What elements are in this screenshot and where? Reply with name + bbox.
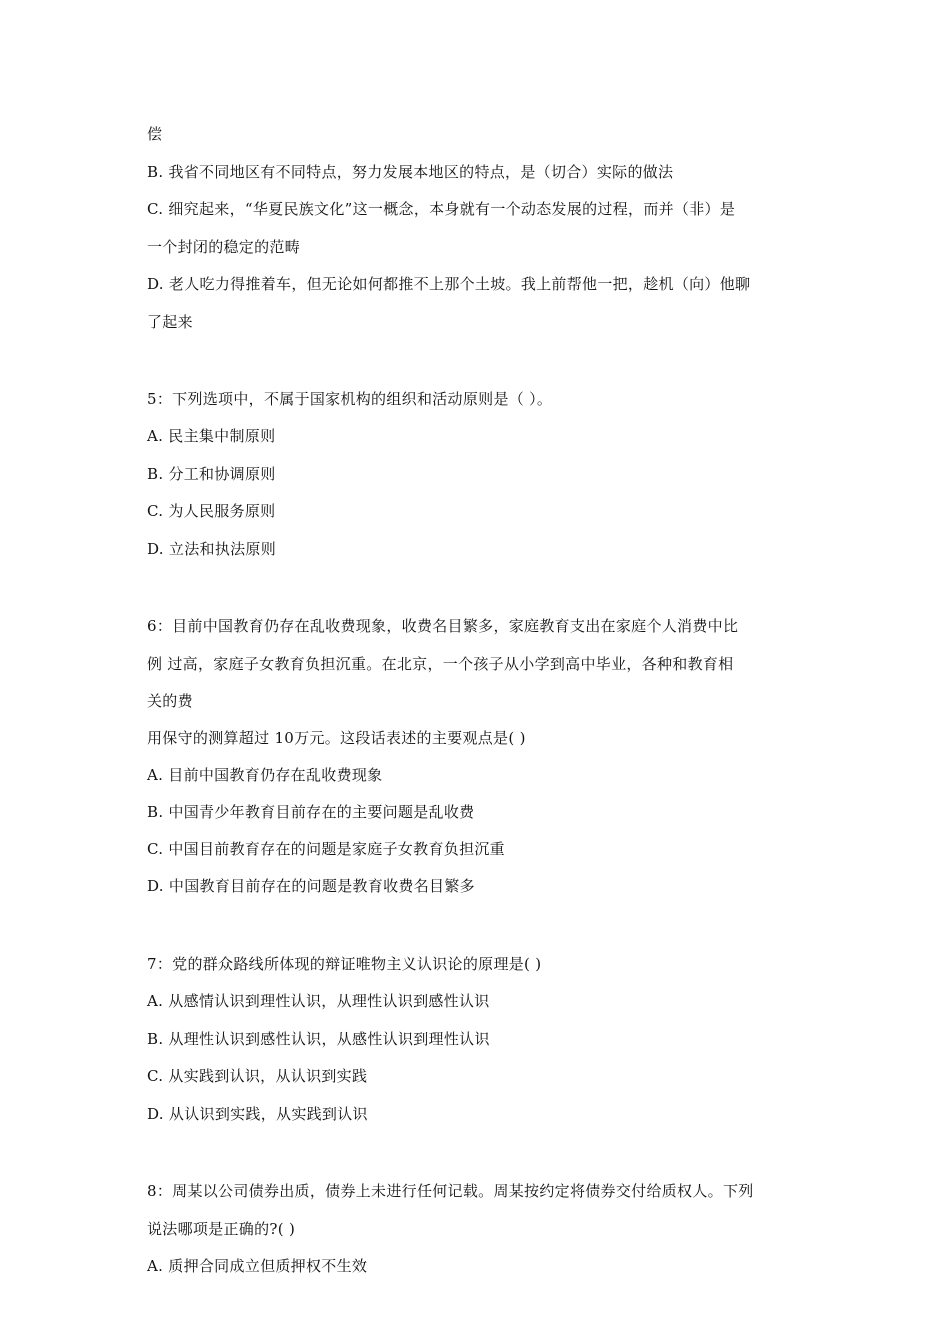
q5-option-d: D. 立法和执法原则 (147, 540, 277, 558)
q7-option-c: C. 从实践到认识，从认识到实践 (147, 1067, 368, 1085)
q5-option-b: B. 分工和协调原则 (147, 465, 276, 483)
q4-option-c-line1: C. 细究起来，“华夏民族文化”这一概念，本身就有一个动态发展的过程，而并（非）是 (147, 200, 736, 218)
q6-option-a: A. 目前中国教育仍存在乱收费现象 (147, 766, 383, 784)
q7-option-d: D. 从认识到实践，从实践到认识 (147, 1105, 368, 1123)
q4-option-b: B. 我省不同地区有不同特点，努力发展本地区的特点，是（切合）实际的做法 (147, 163, 674, 181)
q7-stem: 7：党的群众路线所体现的辩证唯物主义认识论的原理是( ) (147, 955, 542, 973)
q7-option-a: A. 从感情认识到理性认识，从理性认识到感性认识 (147, 992, 490, 1010)
q4-option-d-line2: 了起来 (147, 313, 193, 331)
q4-option-d-line1: D. 老人吃力得推着车，但无论如何都推不上那个土坡。我上前帮他一把，趁机（向）他聊 (147, 275, 751, 293)
q8-stem-line1: 8：周某以公司债券出质，债券上未进行任何记载。周某按约定将债券交付给质权人。下列 (147, 1182, 754, 1200)
q6-stem-line1: 6：目前中国教育仍存在乱收费现象，收费名目繁多，家庭教育支出在家庭个人消费中比 (147, 617, 739, 635)
q7-option-b: B. 从理性认识到感性认识，从感性认识到理性认识 (147, 1030, 490, 1048)
q5-option-a: A. 民主集中制原则 (147, 427, 276, 445)
q6-option-b: B. 中国青少年教育目前存在的主要问题是乱收费 (147, 803, 475, 821)
q6-option-c: C. 中国目前教育存在的问题是家庭子女教育负担沉重 (147, 840, 505, 858)
q8-stem-line2: 说法哪项是正确的?( ) (147, 1220, 296, 1238)
q6-stem-line4: 用保守的测算超过 10万元。这段话表述的主要观点是( ) (147, 729, 526, 747)
q4-stem-tail: 偿 (147, 125, 163, 143)
q6-stem-line3: 关的费 (147, 692, 193, 710)
q4-option-c-line2: 一个封闭的稳定的范畴 (147, 238, 301, 256)
q8-option-a: A. 质押合同成立但质押权不生效 (147, 1257, 368, 1275)
q6-option-d: D. 中国教育目前存在的问题是教育收费名目繁多 (147, 877, 475, 895)
q6-stem-line2: 例 过高，家庭子女教育负担沉重。在北京，一个孩子从小学到高中毕业，各种和教育相 (147, 655, 734, 673)
q5-stem: 5：下列选项中，不属于国家机构的组织和活动原则是（ ）。 (147, 390, 553, 408)
q5-option-c: C. 为人民服务原则 (147, 502, 276, 520)
